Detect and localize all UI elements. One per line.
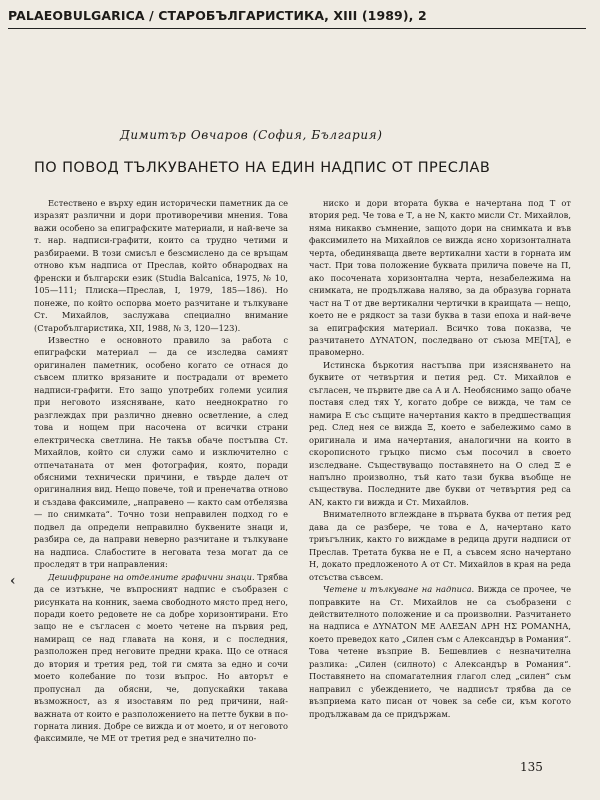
page-number: 135 [520, 760, 543, 774]
right-column [309, 197, 571, 720]
paragraph: Естествено е върху един исторически паметник да се изразят различни и дори противоречиви мнения. Това важи особено за епиграфските материали, и най-вече за т. нар. надписи-графити, които са трудно четими и разбираеми. В този смисъл е безсмислено да се връщам отново към надписа от Преслав, който обнародвах на френски и български език (Studia Balcanica, 1975, № 10, 105—111; Плиска—Преслав, I, 1979, 185—186). Но понеже, по който оспорва моето разчитане и тълкуване Ст. Михайлов, заслужава специално внимание (Старобългаристика, XII, 1988, № 3, 120—123). [34, 198, 288, 333]
paragraph: Известно е основното правило за работа с епиграфски материал — да се изследва самият оригинален паметник, особено когато се отнася до съвсем плитко врязаните и пострадали от времето надписи-графити. Ето защо употребих големи усилия при неговото изясняване, като нееднократно го разглеждах при различно дневно осветление, а след това и нощем при насочена от всички страни електрическа светлина. Не такъв обаче постъпва Ст. Михайлов, който си служи само и изключително с отпечатаната от мен фотография, която, поради обясними технически причини, е твърде далеч от оригиналния вид. Нещо повече, той и пренечатва отново и създава факсимиле, „направено — както сам отбелязва — по снимката“. Точно този неправилен подход го е подвел да определи неправилно буквените знаци и, разбира се, да направи неверно разчитане и тълкуване на надписа. Слабостите в неговата теза могат да се проследят в три направления: [34, 334, 288, 570]
paragraph: Четене и тълкуване на надписа. Вижда се прочее, че поправките на Ст. Михайлов не са съобразени с действителното положение и са произволни. Разчитането на надписа е ΔΥΝΑΤΟΝ ΜΕ ΑΛΕΞΑΝ ΔΡΗ ΗΣ ΡΟΜΑΝΗΑ, което преведох като „Силен съм с Александър в Романия“. Това четене възприе В. Бешевлиев с незначителна разлика: „Силен (силното) с Александър в Романия“. Поставянето на спомагателния глагол след „силен“ съм направил с убеждението, че надписът трябва да се възприема като писан от човек за себе си, към когото продължавам да се придържам. [309, 584, 571, 719]
left-column [34, 197, 288, 745]
section-lead: Четене и тълкуване на надписа. [323, 584, 475, 595]
article-title: ПО ПОВОД ТЪЛКУВАНЕТО НА ЕДИН НАДПИС ОТ ПРЕСЛАВ [34, 160, 491, 176]
section-lead: Дешифриране на отделните графични знаци. [48, 571, 255, 582]
margin-mark: ‹ [10, 573, 16, 589]
paragraph: Дешифриране на отделните графични знаци. Трябва да се изтъкне, че въпросният надпис е съобразен с рисунката на конник, заема свободното място пред него, поради което редовете не са добре хоризонтирани. Ето защо не е съгласен с моето четене на първия ред, намиращ се над главата на коня, и с последния, разположен пред неговите предни крака. Що се отнася до втория и третия ред, той ги смята за едно и сочи моето колебание по този въпрос. Но авторът е пропуснал да обясни, че, допускайки такава възможност, аз я изоставям по ред причини, най-важната от които е разположението на петте букви в по-горната линия. Добре се вижда и от моето, и от неговото факсимиле, че МЕ от третия ред е значително по- [34, 571, 288, 744]
paragraph: Внимателното вглеждане в първата буква от петия ред дава да се разбере, че това е Δ, начертано като триъгълник, както го виждаме в редица други надписи от Преслав. Третата буква не е П, а съвсем ясно начертано Н, докато предложеното А от Ст. Михайлов в края на реда отсъства съвсем. [309, 509, 571, 582]
header-rule [8, 28, 586, 29]
paragraph: Истинска бъркотия настъпва при изясняването на буквите от четвъртия и петия ред. Ст. Михайлов е съгласен, че първите две са А и Λ. Необяснимо защо обаче поставя след тях Υ, когато добре се вижда, че там се намира Е със същите начертания както в предшестващия ред. След нея се вижда Ξ, което е забележимо само в оригинала и има начертания, аналогични на които в скорописното гръцко писмо съм посочил в своето изследване. Съществуващо поставянето на О след Ξ е напълно произволно, тъй като тази буква въобще не съществува. Последните две букви от четвъртия ред са AN, както ги вижда и Ст. Михайлов. [309, 359, 571, 507]
article-author: Димитър Овчаров (София, България) [120, 128, 383, 142]
paragraph: ниско и дори втората буква е начертана под Т от втория ред. Че това е Т, а не N, както мисли Ст. Михайлов, няма никакво съмнение, защото дори на снимката и във факсимилето на Михайлов се вижда ясно хоризонталната черта, обединяваща двете вертикални хасти в горната им част. При това положение буквата прилича повече на П, ако посочената хоризонтална черта, незабележима на снимката, не продължава наляво, за да образува горната част на Т от две вертикални чертички в краищата — нещо, което не е рядкост за тази буква в тази епоха и най-вече за епиграфския материал. Всичко това показва, че разчитането ΔΥΝΑΤΟΝ, последвано от съюза МЕ[ΤΑ], е правомерно. [309, 198, 571, 358]
running-head: PALAEOBULGARICA / СТАРОБЪЛГАРИСТИКА, XIII (1989), 2 [8, 8, 427, 23]
